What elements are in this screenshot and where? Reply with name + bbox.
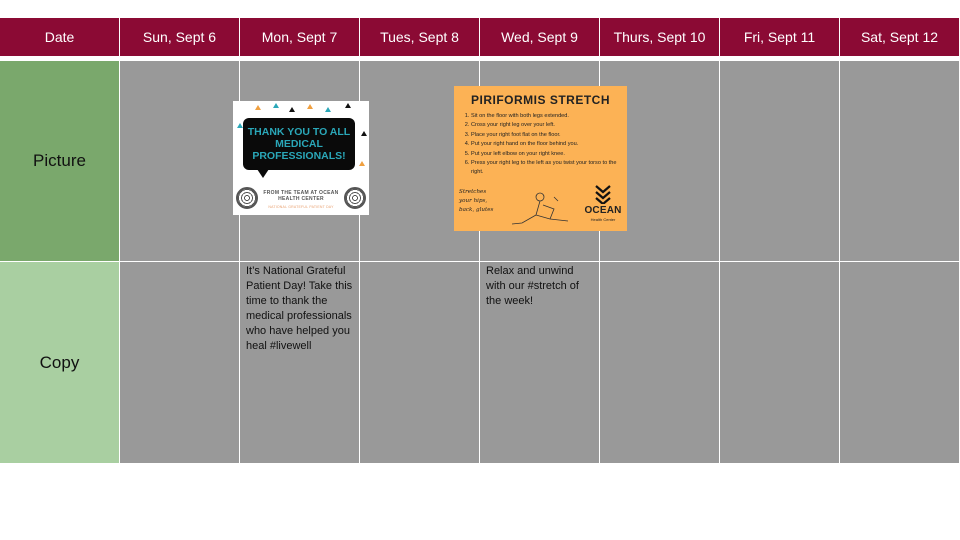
- confetti-icon: [289, 107, 295, 112]
- picture-cell-fri[interactable]: [720, 61, 840, 262]
- thank-you-graphic[interactable]: [233, 101, 369, 215]
- copy-cell-tue[interactable]: [360, 262, 480, 464]
- confetti-icon: [345, 103, 351, 108]
- stretch-step: 2. Cross your right leg over your left.: [471, 121, 627, 130]
- header-date: Date: [0, 18, 120, 57]
- stretch-step: 5. Put your left elbow on your right knee.: [471, 150, 627, 159]
- copy-cell-sat[interactable]: [840, 262, 960, 464]
- copy-cell-sun[interactable]: [120, 262, 240, 464]
- header-mon: Mon, Sept 7: [240, 18, 360, 57]
- picture-cell-sat[interactable]: [840, 61, 960, 262]
- header-wed: Wed, Sept 9: [480, 18, 600, 57]
- copy-text-wed: Relax and unwind with our #stretch of the week!: [486, 265, 579, 307]
- shell-icon: [344, 187, 366, 209]
- confetti-icon: [273, 103, 279, 108]
- shell-icon: [236, 187, 258, 209]
- header-tue: Tues, Sept 8: [360, 18, 480, 57]
- copy-text-mon: It’s National Grateful Patient Day! Take this time to thank the medical professionals who have helped you heal #livewell: [246, 265, 353, 352]
- speech-bubble-tail: [257, 169, 269, 178]
- stretch-step: 4. Put your right hand on the floor behind you.: [471, 140, 627, 149]
- copy-cell-wed[interactable]: [480, 262, 600, 464]
- copy-cell-fri[interactable]: [720, 262, 840, 464]
- speech-bubble: THANK YOU TO ALL MEDICAL PROFESSIONALS!: [243, 118, 355, 170]
- brand-subtitle: Health Center: [590, 217, 616, 222]
- copy-cell-thu[interactable]: [600, 262, 720, 464]
- stretch-step: 1. Sit on the floor with both legs extended.: [471, 112, 627, 121]
- brand-name: OCEAN: [584, 205, 622, 216]
- picture-cell-sun[interactable]: [120, 61, 240, 262]
- header-fri: Fri, Sept 11: [720, 18, 840, 57]
- confetti-icon: [361, 131, 367, 136]
- header-thu: Thurs, Sept 10: [600, 18, 720, 57]
- graphic-footer: FROM THE TEAM AT OCEAN HEALTH CENTER: [263, 190, 339, 202]
- confetti-icon: [325, 107, 331, 112]
- graphic-subfooter: NATIONAL GRATEFUL PATIENT DAY: [268, 205, 334, 209]
- stretch-figure-icon: [510, 189, 572, 227]
- confetti-icon: [359, 161, 365, 166]
- confetti-icon: [255, 105, 261, 110]
- ocean-logo-icon: [594, 184, 612, 204]
- header-sat: Sat, Sept 12: [840, 18, 960, 57]
- stretch-side-note: Stretches your hips, back, glutes: [459, 189, 494, 213]
- row-label-copy: Copy: [0, 262, 120, 464]
- header-sun: Sun, Sept 6: [120, 18, 240, 57]
- stretch-steps: [458, 112, 627, 178]
- confetti-icon: [307, 104, 313, 109]
- stretch-step: 3. Place your right foot flat on the floor.: [471, 131, 627, 140]
- copy-cell-mon[interactable]: [240, 262, 360, 464]
- stretch-title: PIRIFORMIS STRETCH: [470, 93, 610, 107]
- stretch-step: 6. Press your right leg to the left as you twist your torso to the right.: [471, 159, 627, 178]
- row-label-picture: Picture: [0, 61, 120, 262]
- stretch-graphic[interactable]: [454, 86, 627, 231]
